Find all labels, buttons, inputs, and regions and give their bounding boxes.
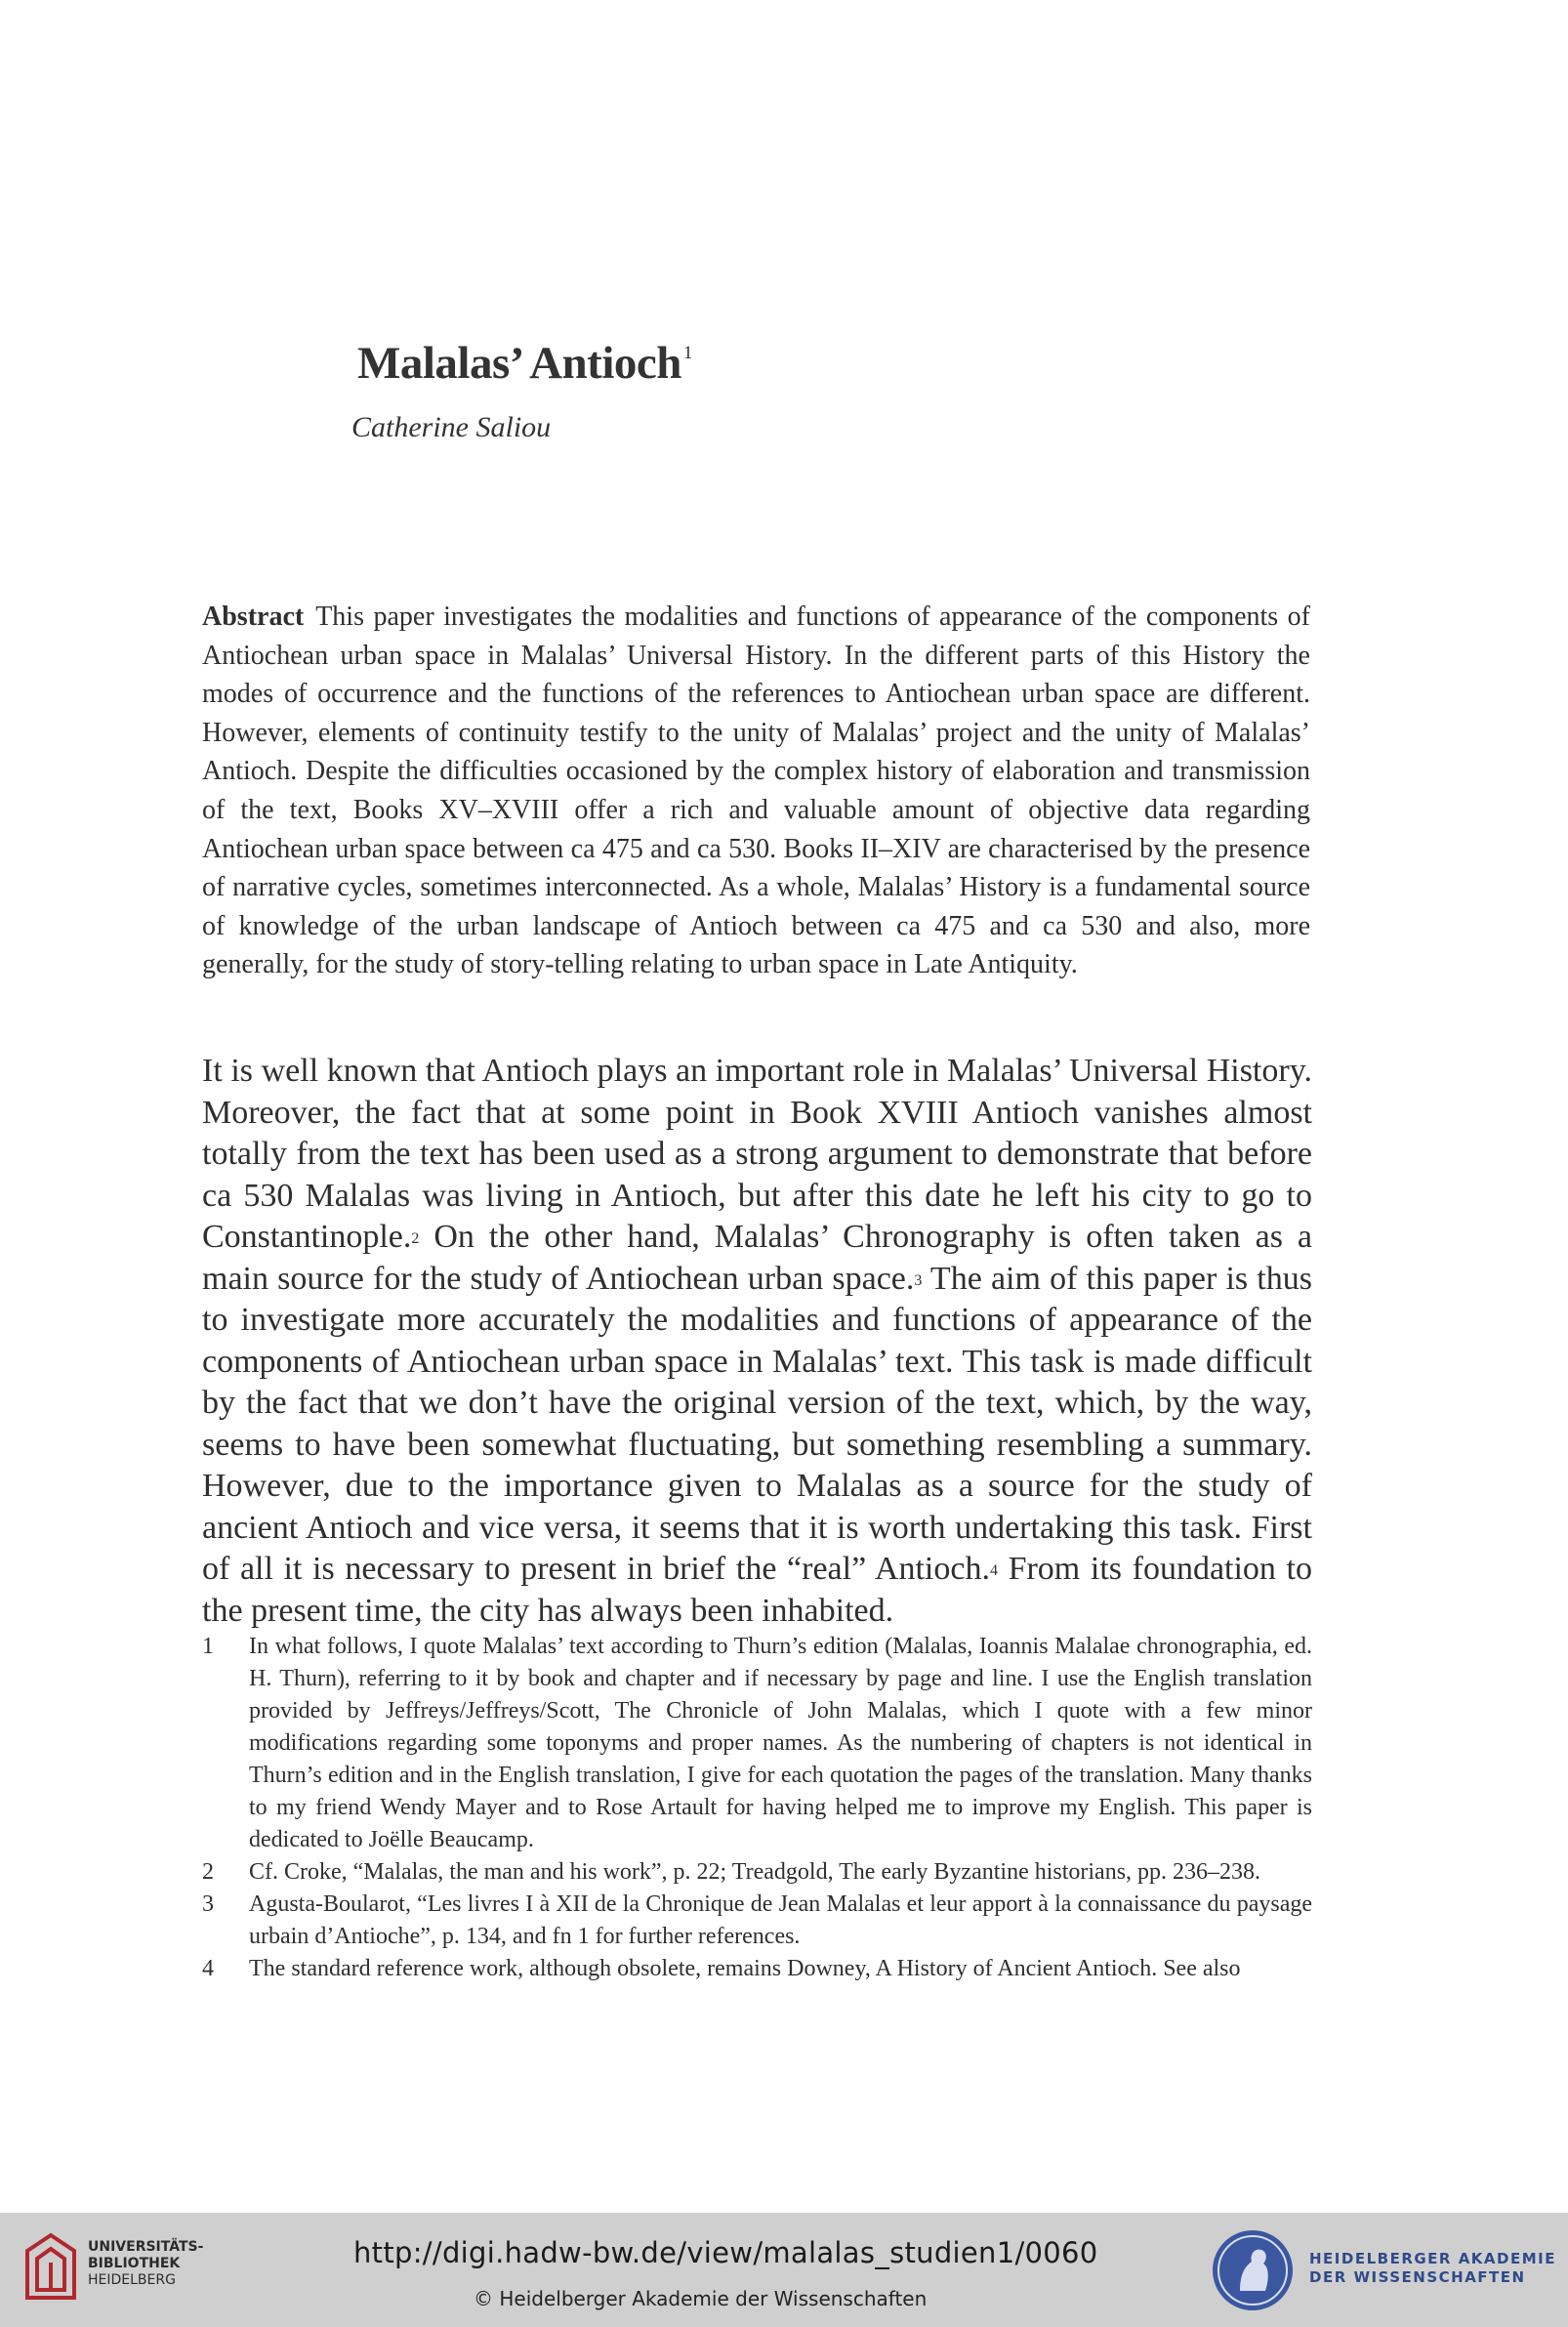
permalink-url[interactable]: http://digi.hadw-bw.de/view/malalas_studien1/0060 [353,2236,1098,2269]
body-text-part: From its foundation to the present time, the city has always been inhabited. [202,1551,1312,1629]
footnote-text: Agusta-Boularot, “Les livres I à XII de la Chronique de Jean Malalas et leur apport à la connaissance du paysage urbain d’Antioche”, p. 134, and fn 1 for further references. [249,1891,1312,1949]
footnote-text: Cf. Croke, “Malalas, the man and his work”, p. 22; Treadgold, The early Byzantine historians, pp. 236–238. [249,1859,1261,1885]
abstract [202,598,1310,984]
footnote-text: The standard reference work, although obsolete, remains Downey, A History of Ancient Antioch. See also [249,1956,1241,1981]
body-text-part: The aim of this paper is thus to investigate more accurately the modalities and functions of appearance of the components of Antiochean urban space in Malalas’ text. This task is made difficult by the fact that we don’t have the original version of the text, which, by the way, seems to have been somewhat fluctuating, but something resembling a summary. However, due to the importance given to Malalas as a source for the study of ancient Antioch and vice versa, it seems that it is worth undertaking this task. First of all it is necessary to present in brief the “real” Antioch. [202,1260,1312,1587]
footnote [202,1953,1312,1985]
footnote-number: 1 [202,1634,214,1659]
academy-name: HEIDELBERGER AKADEMIE DER WISSENSCHAFTEN [1309,2250,1556,2286]
title-footnote-marker: 1 [682,343,692,363]
digitization-footer [0,2213,1568,2327]
footnote [202,1889,1312,1953]
footnotes [202,1631,1312,1985]
body-text-part: It is well known that Antioch plays an important role in Malalas’ Universal History. Moreover, the fact that at some point in Book XVIII Antioch vanishes almost totally from the text has been used as a strong argument to demonstrate that before ca 530 Malalas was living in Antioch, but after this date he left his city to go to Constantinople. [202,1053,1312,1255]
copyright-notice: © Heidelberger Akademie der Wissenschaften [474,2287,928,2310]
footnote-ref-3: 3 [914,1271,923,1289]
academy-seal-icon [1211,2228,1295,2312]
body-paragraph [202,1051,1312,1632]
footnote-number: 3 [202,1891,214,1917]
footnote-ref-2: 2 [411,1230,420,1247]
footnote [202,1856,1312,1889]
library-name: UNIVERSITÄTS- BIBLIOTHEK HEIDELBERG [88,2239,204,2288]
abstract-text: This paper investigates the modalities and functions of appearance of the components of Antiochean urban space in Malalas’ Universal History. In the different parts of this History the modes of occurrence and the functions of the references to Antiochean urban space are different. However, elements of continuity testify to the unity of Malalas’ project and the unity of Malalas’ Antioch. Despite the difficulties occasioned by the complex history of elaboration and transmission of the text, Books XV–XVIII offer a rich and valuable amount of objective data regarding Antiochean urban space between ca 475 and ca 530. Books II–XIV are characterised by the presence of narrative cycles, sometimes interconnected. As a whole, Malalas’ History is a fundamental source of knowledge of the urban landscape of Antioch between ca 475 and ca 530 and also, more generally, for the study of story-telling relating to urban space in Late Antiquity. [202,602,1310,980]
footnote-text: In what follows, I quote Malalas’ text according to Thurn’s edition (Malalas, Ioannis Malalae chronographia, ed. H. Thurn), referring to it by book and chapter and if necessary by page and line. I use the English translation provided by Jeffreys/Jeffreys/Scott, The Chronicle of John Malalas, which I quote with a few minor modifications regarding some toponyms and proper names. As the numbering of chapters is not identical in Thurn’s edition and in the English translation, I give for each quotation the pages of the translation. Many thanks to my friend Wendy Mayer and to Rose Artault for having helped me to improve my English. This paper is dedicated to Joëlle Beaucamp. [249,1634,1312,1852]
footnote [202,1631,1312,1856]
footnote-ref-4: 4 [989,1562,998,1579]
body-text-part: On the other hand, Malalas’ Chronography is often taken as a main source for the study of Antiochean urban space. [202,1219,1312,1297]
article-title: Malalas’ Antioch $^1$ [357,338,692,389]
footnote-number: 4 [202,1956,214,1981]
abstract-label: Abstract [202,602,305,632]
article-author: Catherine Saliou [351,411,552,443]
footnote-number: 2 [202,1859,214,1885]
